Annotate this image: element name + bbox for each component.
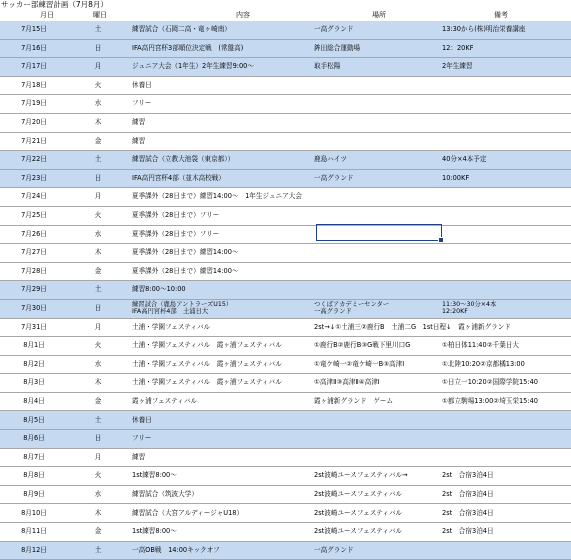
header-note: 備考 [494,11,508,19]
cell-place[interactable]: 霞ヶ浦新グランド ゲーム [314,392,442,411]
table-row [0,299,571,318]
cell-date[interactable]: 7月16日 [0,39,68,58]
table-row [0,523,571,542]
cell-date[interactable]: 7月28日 [0,262,68,281]
cell-note[interactable] [442,299,571,318]
cell-content[interactable]: 1st練習8:00～ [132,467,314,486]
cell-place[interactable] [314,262,442,281]
cell-content[interactable]: ジュニア大会（1年生）2年生練習9:00～ [132,58,314,77]
cell-date[interactable]: 7月27日 [0,244,68,263]
cell-date[interactable]: 7月25日 [0,206,68,225]
cell-weekday[interactable]: 月 [68,188,128,207]
cell-weekday[interactable]: 日 [68,169,128,188]
cell-place-line1: つくばアカデミーセンター [314,300,390,308]
cell-date[interactable]: 7月24日 [0,188,68,207]
cell-place[interactable]: 一高グランド [314,169,442,188]
cell-weekday[interactable]: 月 [68,318,128,337]
table-row [0,21,571,39]
cell-content[interactable]: 土浦・学園フェスティバル 霞ヶ浦フェスティバル [132,355,314,374]
cell-place[interactable] [314,299,442,318]
cell-note[interactable] [442,76,571,95]
table-row [0,132,571,151]
cell-weekday[interactable]: 水 [68,485,128,504]
cell-place[interactable]: 2st波崎ユースフェスティバル→ [314,467,442,486]
cell-place-line2: 一高グランド [314,307,352,315]
cell-weekday[interactable]: 月 [68,448,128,467]
cell-note[interactable]: 2st 合宿3泊4日 [442,467,571,486]
cell-content[interactable]: 霞ヶ浦フェスティバル [132,392,314,411]
table-row [0,244,571,263]
cell-weekday[interactable]: 月 [68,58,128,77]
cell-content-line1: 練習試合（鹿島アントラーズU15） [132,300,233,308]
cell-weekday[interactable]: 木 [68,113,128,132]
cell-note[interactable] [442,541,571,560]
cell-weekday[interactable]: 火 [68,337,128,356]
cell-place[interactable]: ①鹿行B②鹿行B③G戦下里川口G [314,337,442,356]
cell-date[interactable]: 8月4日 [0,392,68,411]
cell-note[interactable] [442,281,571,300]
cell-date[interactable]: 8月12日 [0,541,68,560]
cell-content[interactable]: フリー [132,95,314,114]
table-row [0,541,571,560]
cell-date[interactable]: 8月8日 [0,467,68,486]
cell-note[interactable]: ①都立駒場13:00②埼玉栄15:40 [442,392,571,411]
table-row [0,448,571,467]
cell-place[interactable]: ①高津Ⅱ③高津Ⅱ④高津Ⅰ [314,374,442,393]
cell-weekday[interactable]: 金 [68,523,128,542]
cell-place[interactable] [314,430,442,449]
cell-content[interactable]: 練習試合（筑波大学） [132,485,314,504]
cell-place[interactable] [314,76,442,95]
cell-note[interactable] [442,448,571,467]
table-row [0,151,571,170]
cell-weekday[interactable]: 火 [68,76,128,95]
table-row [0,58,571,77]
table-row [0,467,571,486]
header-weekday: 曜日 [93,11,107,19]
table-row [0,392,571,411]
table-row [0,318,571,337]
cell-content-line2: IFA高円宮杯4部 土浦日大 [132,307,209,315]
cell-note[interactable]: 2st 合宿3泊4日 [442,485,571,504]
cell-note[interactable]: 2年生練習 [442,58,571,77]
cell-date[interactable]: 7月31日 [0,318,68,337]
cell-content[interactable]: 夏季課外（28日まで）練習14:00～ [132,262,314,281]
cell-note[interactable]: 40分×4本予定 [442,151,571,170]
cell-note[interactable]: 13:30から(株)明治栄養講座 [442,21,571,39]
cell-note[interactable] [442,95,571,114]
cell-content[interactable]: 練習 [132,448,314,467]
cell-place[interactable] [314,448,442,467]
cell-note-line2: 12:20KF [442,307,468,315]
cell-place[interactable] [314,411,442,430]
cell-content[interactable]: 1st練習8:00～ [132,523,314,542]
table-row [0,113,571,132]
cell-place[interactable]: 一高グランド [314,541,442,560]
cell-note[interactable]: ①柏日体11:40②千葉日大 [442,337,571,356]
cell-place[interactable] [314,132,442,151]
cell-date[interactable]: 8月7日 [0,448,68,467]
cell-date[interactable]: 8月6日 [0,430,68,449]
cell-place[interactable] [314,206,442,225]
cell-date[interactable]: 8月1日 [0,337,68,356]
cell-note[interactable]: ①北陸10:20②京都橘13:00 [442,355,571,374]
cell-place[interactable]: 2st波崎ユースフェスティバル [314,504,442,523]
cell-note[interactable] [442,132,571,151]
cell-date[interactable]: 7月18日 [0,76,68,95]
cell-weekday[interactable]: 金 [68,132,128,151]
cell-place[interactable]: 鉾田総合運動場 [314,39,442,58]
cell-weekday[interactable]: 日 [68,299,128,318]
cell-date[interactable]: 8月9日 [0,485,68,504]
cell-content[interactable]: フリー [132,430,314,449]
cell-place[interactable]: 2st波崎ユースフェスティバル [314,485,442,504]
cell-note[interactable]: ①日立一10:20②国際学院15:40 [442,374,571,393]
cell-date[interactable]: 7月29日 [0,281,68,300]
cell-weekday[interactable]: 日 [68,39,128,58]
table-row [0,169,571,188]
table-row [0,430,571,449]
cell-place[interactable] [314,281,442,300]
cell-note[interactable] [442,206,571,225]
cell-weekday[interactable]: 金 [68,392,128,411]
cell-weekday[interactable]: 金 [68,262,128,281]
cell-content[interactable]: 練習 [132,113,314,132]
cell-place[interactable] [314,113,442,132]
cell-content[interactable]: 練習試合（石岡二高・竜ヶ崎南） [132,21,314,39]
cell-weekday[interactable]: 土 [68,281,128,300]
cell-weekday[interactable]: 火 [68,206,128,225]
cell-weekday[interactable]: 土 [68,21,128,39]
cell-note[interactable] [442,188,571,207]
cell-date[interactable]: 7月26日 [0,225,68,244]
table-row [0,411,571,430]
cell-note[interactable] [442,262,571,281]
cell-weekday[interactable]: 土 [68,541,128,560]
table-row [0,262,571,281]
cell-weekday[interactable]: 木 [68,374,128,393]
cell-date[interactable]: 7月19日 [0,95,68,114]
table-row [0,504,571,523]
cell-weekday[interactable]: 土 [68,411,128,430]
cell-date[interactable]: 8月10日 [0,504,68,523]
cell-weekday[interactable]: 土 [68,151,128,170]
cell-place[interactable]: 鹿島ハイツ [314,151,442,170]
cell-note[interactable]: 12：20KF [442,39,571,58]
cell-note[interactable] [442,430,571,449]
cell-date[interactable]: 7月21日 [0,132,68,151]
cell-content[interactable]: 夏季課外（28日まで）フリー [132,206,314,225]
cell-content[interactable]: 練習8:00～10:00 [132,281,314,300]
cell-content[interactable]: 土浦・学園フェスティバル 霞ヶ浦フェスティバル [132,337,314,356]
cell-content[interactable]: 練習試合（立教大池袋（東京都）） [132,151,314,170]
table-row [0,95,571,114]
fill-handle[interactable] [438,237,444,243]
cell-content[interactable]: 休養日 [132,411,314,430]
cell-place[interactable] [314,95,442,114]
schedule-table [0,21,571,560]
cell-date[interactable]: 7月23日 [0,169,68,188]
table-row [0,281,571,300]
cell-note[interactable]: 2st 合宿3泊4日 [442,504,571,523]
cell-note[interactable] [442,411,571,430]
header-place: 場所 [372,11,386,19]
table-row [0,188,571,207]
cell-content[interactable]: 一高OB戦 14:00キックオフ [132,541,314,560]
table-row [0,337,571,356]
cell-place[interactable]: ①竜ケ崎一②竜ケ崎一B③高津Ⅰ [314,355,442,374]
cell-place[interactable]: 一高グランド [314,21,442,39]
cell-place[interactable] [314,244,442,263]
cell-content[interactable]: IFA高円宮杯4部（並木高校戦） [132,169,314,188]
cell-content[interactable] [132,299,314,318]
cell-content[interactable]: IFA高円宮杯3部順位決定戦 (常盤高) [132,39,314,58]
cell-content[interactable]: 夏季課外（28日まで）練習14:00～ 1年生ジュニア大会 [132,188,314,207]
cell-content[interactable]: 練習 [132,132,314,151]
cell-content[interactable]: 土浦・学園フェスティバル 霞ヶ浦フェスティバル [132,374,314,393]
cell-weekday[interactable]: 日 [68,430,128,449]
header-date: 月日 [40,11,54,19]
cell-note[interactable] [442,225,571,244]
cell-weekday[interactable]: 水 [68,95,128,114]
table-row [0,206,571,225]
selected-cell[interactable] [316,224,442,241]
table-row [0,374,571,393]
column-header-row [0,10,571,20]
cell-date[interactable]: 7月17日 [0,58,68,77]
cell-date[interactable]: 7月22日 [0,151,68,170]
cell-place[interactable]: 2st波崎ユースフェスティバル [314,523,442,542]
cell-date[interactable]: 7月20日 [0,113,68,132]
cell-place[interactable]: 2st→↓①土浦三②鹿行B 土浦二G 1st日程↓ 霞ヶ浦新グランド [314,318,442,337]
cell-content[interactable]: 夏季課外（28日まで）練習14:00～ [132,244,314,263]
cell-weekday[interactable]: 火 [68,467,128,486]
cell-weekday[interactable]: 水 [68,225,128,244]
cell-date[interactable]: 8月11日 [0,523,68,542]
cell-weekday[interactable]: 水 [68,355,128,374]
cell-content[interactable]: 夏季課外（28日まで）フリー [132,225,314,244]
cell-content[interactable]: 土浦・学園フェスティバル [132,318,314,337]
table-row [0,39,571,58]
cell-date[interactable]: 8月5日 [0,411,68,430]
table-row [0,355,571,374]
cell-weekday[interactable]: 木 [68,504,128,523]
cell-note[interactable] [442,113,571,132]
table-row [0,76,571,95]
cell-place[interactable] [314,188,442,207]
cell-note[interactable]: 10:00KF [442,169,571,188]
cell-date[interactable]: 7月15日 [0,21,68,39]
cell-note[interactable]: 2st 合宿3泊4日 [442,523,571,542]
table-row [0,485,571,504]
cell-content[interactable]: 休養日 [132,76,314,95]
sheet-title: サッカー部練習計画（7月8月） [1,0,108,9]
cell-date[interactable]: 8月2日 [0,355,68,374]
header-content: 内容 [236,11,250,19]
cell-content[interactable]: 練習試合（大宮アルディージャU18） [132,504,314,523]
cell-note[interactable] [442,244,571,263]
cell-weekday[interactable]: 木 [68,244,128,263]
cell-note-line1: 11:30～30分×4本 [442,300,497,308]
cell-place[interactable]: 取手松陽 [314,58,442,77]
table-row [0,225,571,244]
cell-date[interactable]: 8月3日 [0,374,68,393]
cell-date[interactable]: 7月30日 [0,299,68,318]
